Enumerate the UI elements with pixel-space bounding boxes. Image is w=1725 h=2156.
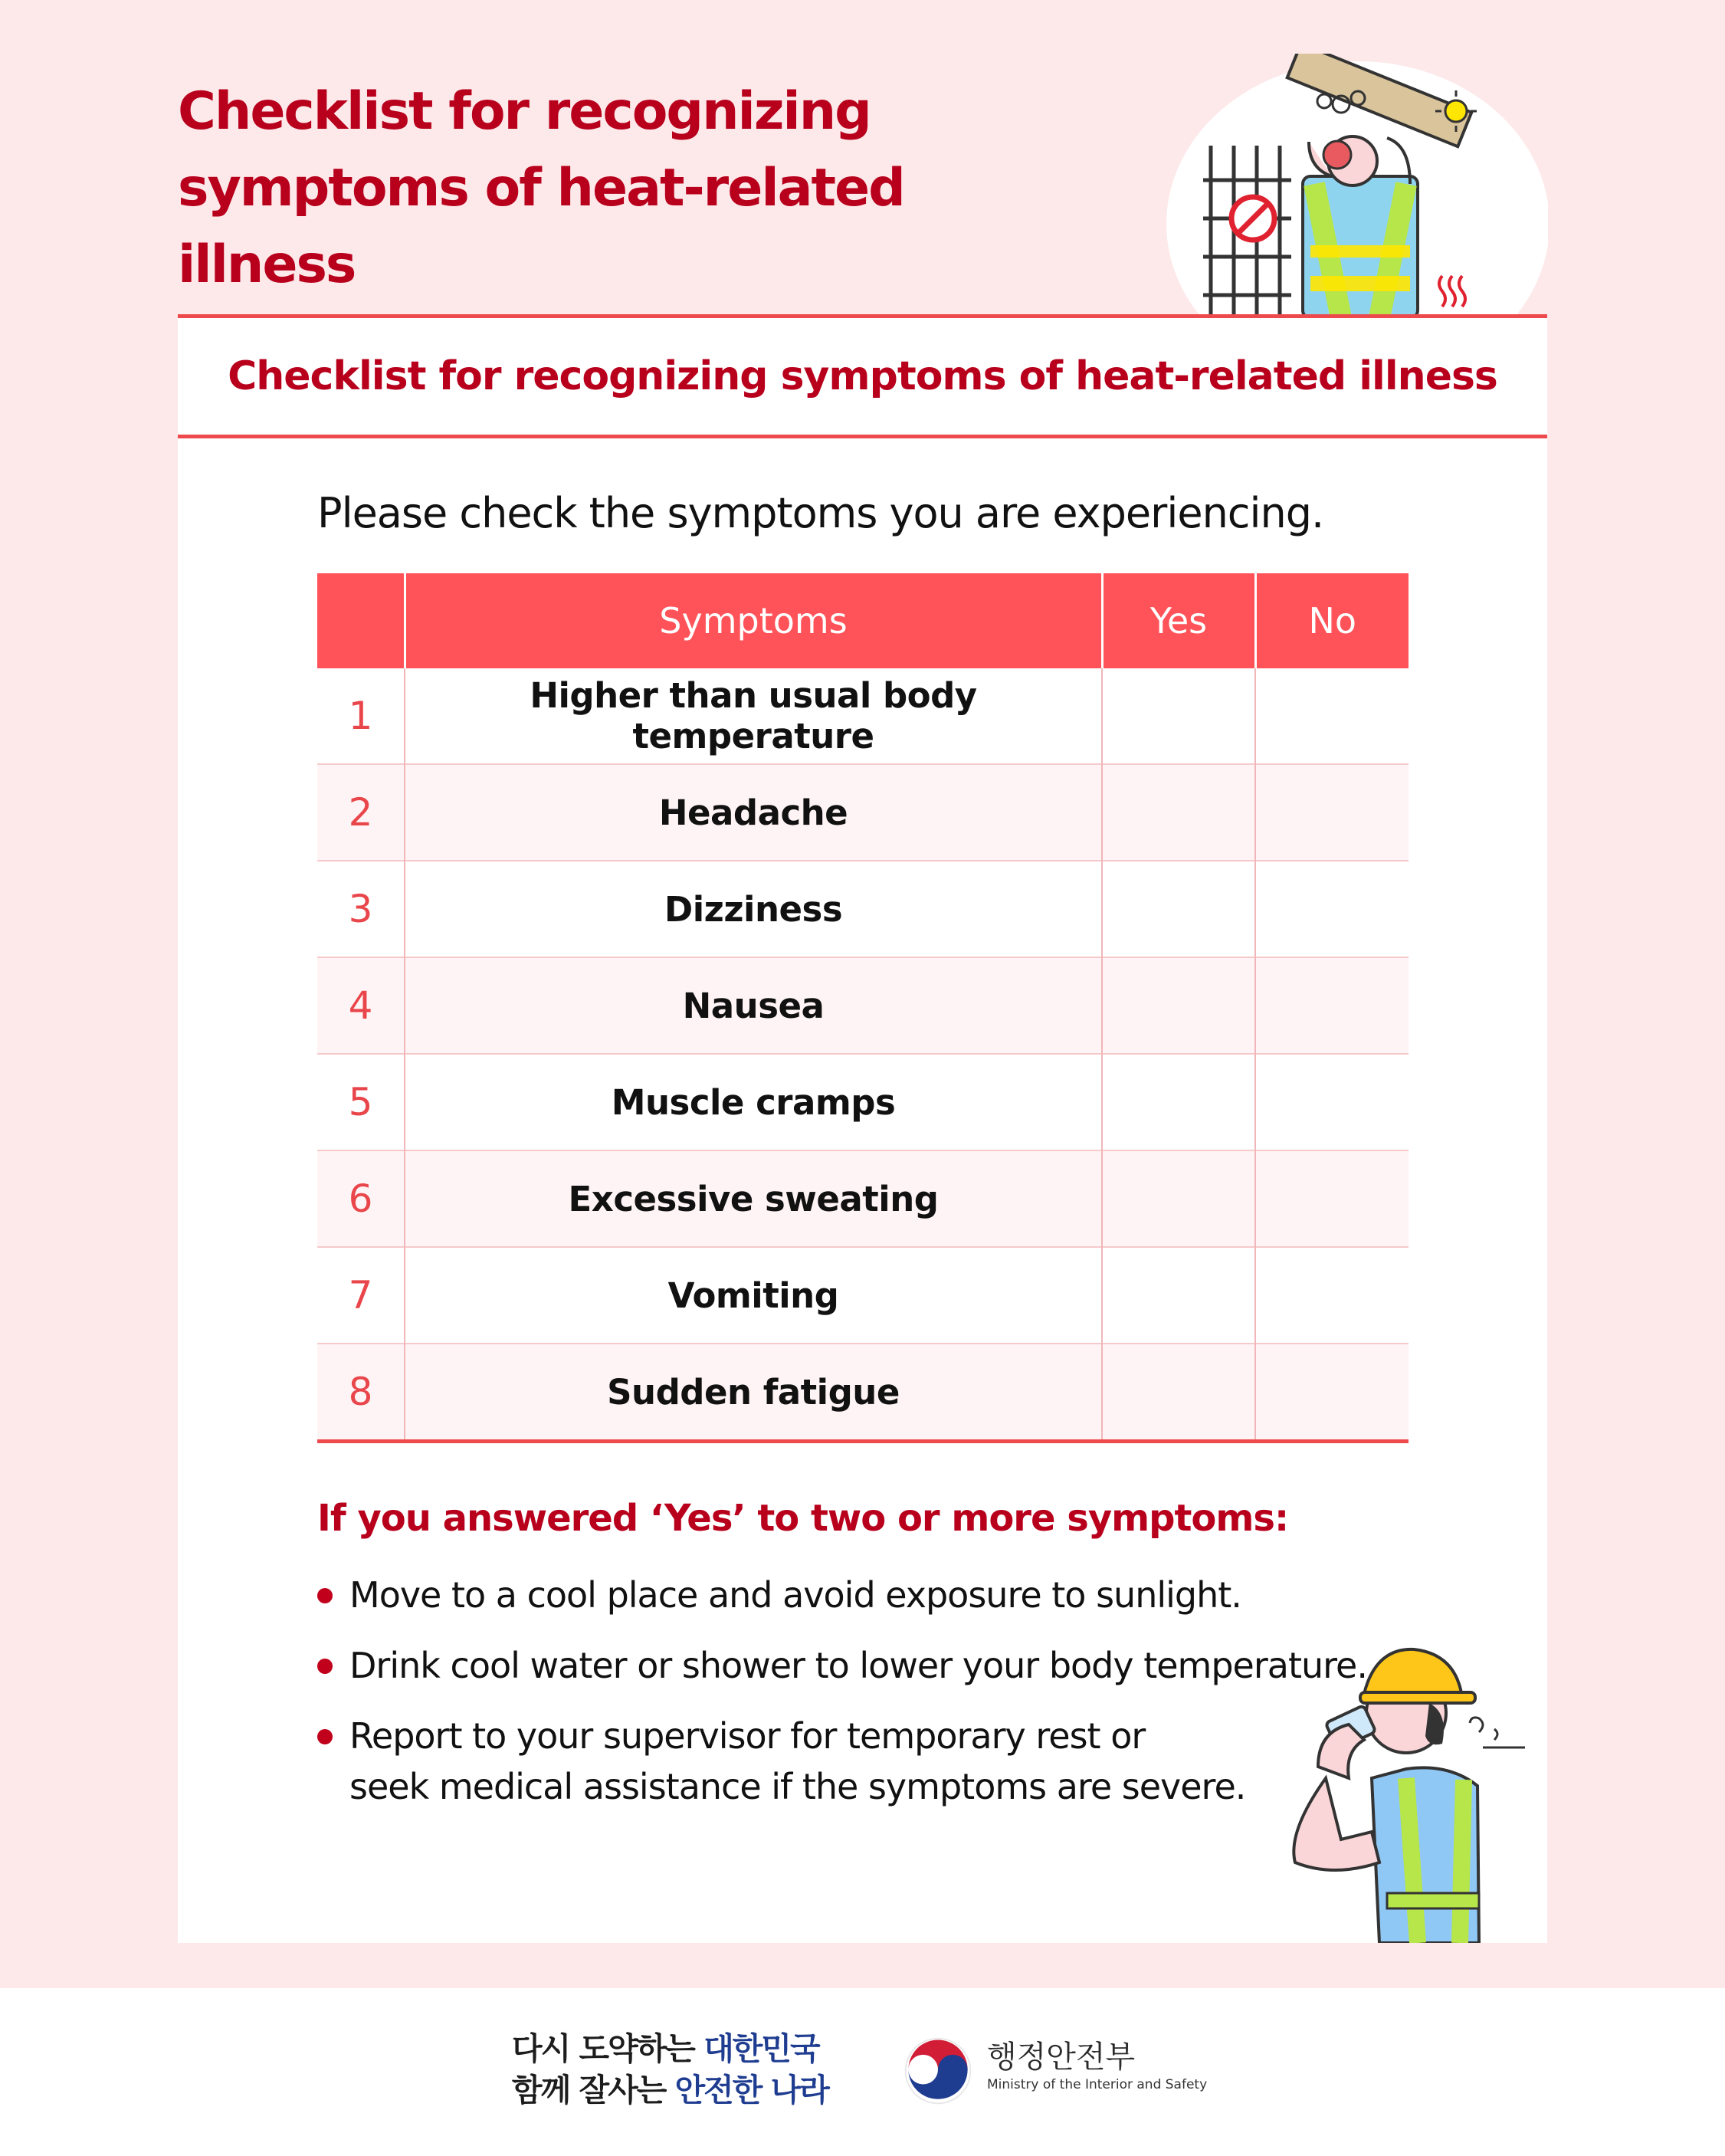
column-header-symptoms: Symptoms xyxy=(405,573,1102,668)
advice-heading: If you answered ‘Yes’ to two or more symptoms: xyxy=(317,1497,1289,1540)
table-header-row xyxy=(317,573,1409,668)
slogan-line-1-highlight: 대한민국 xyxy=(703,2030,819,2067)
yes-checkbox-cell[interactable] xyxy=(1102,1344,1255,1442)
advice-text-line-1: Report to your supervisor for temporary rest or xyxy=(349,1715,1146,1757)
no-checkbox-cell[interactable] xyxy=(1255,1150,1409,1247)
row-number: 2 xyxy=(317,764,405,861)
row-number: 1 xyxy=(348,694,373,738)
no-checkbox-cell[interactable] xyxy=(1255,1344,1409,1442)
title-line-2: symptoms of heat-related illness xyxy=(178,158,904,295)
no-checkbox-cell[interactable] xyxy=(1255,861,1409,957)
bullet-icon xyxy=(317,1659,333,1674)
table-row xyxy=(317,668,1409,764)
symptom-name: Sudden fatigue xyxy=(405,1344,1102,1442)
row-number: 3 xyxy=(317,861,405,957)
advice-text: Move to a cool place and avoid exposure to sunlight. xyxy=(349,1574,1241,1616)
table-row xyxy=(317,861,1409,957)
advice-list xyxy=(317,1570,1405,1832)
bullet-icon xyxy=(317,1729,333,1744)
yes-checkbox-cell[interactable] xyxy=(1102,1247,1255,1344)
row-number: 8 xyxy=(317,1344,405,1442)
row-number: 7 xyxy=(317,1247,405,1344)
footer xyxy=(0,1988,1725,2156)
table-row xyxy=(317,764,1409,861)
advice-item xyxy=(317,1570,1405,1620)
no-checkbox-cell[interactable] xyxy=(1255,668,1409,764)
table-row xyxy=(317,957,1409,1054)
instruction-text: Please check the symptoms you are experiencing. xyxy=(317,489,1324,537)
row-number: 4 xyxy=(317,957,405,1054)
symptom-name: Muscle cramps xyxy=(405,1054,1102,1150)
ministry-name-english: Ministry of the Interior and Safety xyxy=(987,2077,1208,2092)
yes-checkbox-cell[interactable] xyxy=(1102,1150,1255,1247)
column-header-number xyxy=(317,573,405,668)
symptom-name: Dizziness xyxy=(405,861,1102,957)
column-header-yes: Yes xyxy=(1102,573,1255,668)
table-row xyxy=(317,1054,1409,1150)
table-row xyxy=(317,1247,1409,1344)
symptom-name: Headache xyxy=(405,764,1102,861)
worker-carrying-beam-illustration xyxy=(1157,54,1548,318)
row-number: 5 xyxy=(317,1054,405,1150)
column-header-no: No xyxy=(1255,573,1409,668)
advice-text-line-2: seek medical assistance if the symptoms are severe. xyxy=(349,1766,1246,1807)
card-title: Checklist for recognizing symptoms of heat-related illness xyxy=(228,353,1497,399)
card-header xyxy=(178,314,1547,438)
advice-item xyxy=(317,1640,1405,1691)
symptom-name: Vomiting xyxy=(405,1247,1102,1344)
worker-drinking-water-illustration xyxy=(1272,1633,1533,1943)
slogan-line-1-plain: 다시 도약하는 xyxy=(512,2030,704,2067)
no-checkbox-cell[interactable] xyxy=(1255,957,1409,1054)
taegeuk-emblem-icon xyxy=(903,2036,973,2106)
symptom-name: Higher than usual body temperature xyxy=(405,668,1102,764)
table-row xyxy=(317,1344,1409,1442)
advice-item xyxy=(317,1711,1405,1812)
no-checkbox-cell[interactable] xyxy=(1255,764,1409,861)
symptom-name: Excessive sweating xyxy=(405,1150,1102,1247)
symptom-name: Nausea xyxy=(405,957,1102,1054)
title-line-1: Checklist for recognizing xyxy=(178,81,871,142)
yes-checkbox-cell[interactable] xyxy=(1102,764,1255,861)
advice-text: Drink cool water or shower to lower your body temperature. xyxy=(349,1645,1367,1686)
row-number: 6 xyxy=(317,1150,405,1247)
no-checkbox-cell[interactable] xyxy=(1255,1247,1409,1344)
ministry-name-korean: 행정안전부 xyxy=(987,2040,1136,2075)
yes-checkbox-cell[interactable] xyxy=(1102,861,1255,957)
bullet-icon xyxy=(317,1588,333,1603)
government-slogan xyxy=(512,2028,828,2111)
no-checkbox-cell[interactable] xyxy=(1255,1054,1409,1150)
table-row xyxy=(317,1150,1409,1247)
yes-checkbox-cell[interactable] xyxy=(1102,957,1255,1054)
symptom-checklist-table xyxy=(317,573,1409,1443)
yes-checkbox-cell[interactable] xyxy=(1102,668,1255,764)
yes-checkbox-cell[interactable] xyxy=(1102,1054,1255,1150)
slogan-line-2-highlight: 안전한 나라 xyxy=(674,2072,828,2108)
slogan-line-2-plain: 함께 잘사는 xyxy=(512,2072,675,2108)
